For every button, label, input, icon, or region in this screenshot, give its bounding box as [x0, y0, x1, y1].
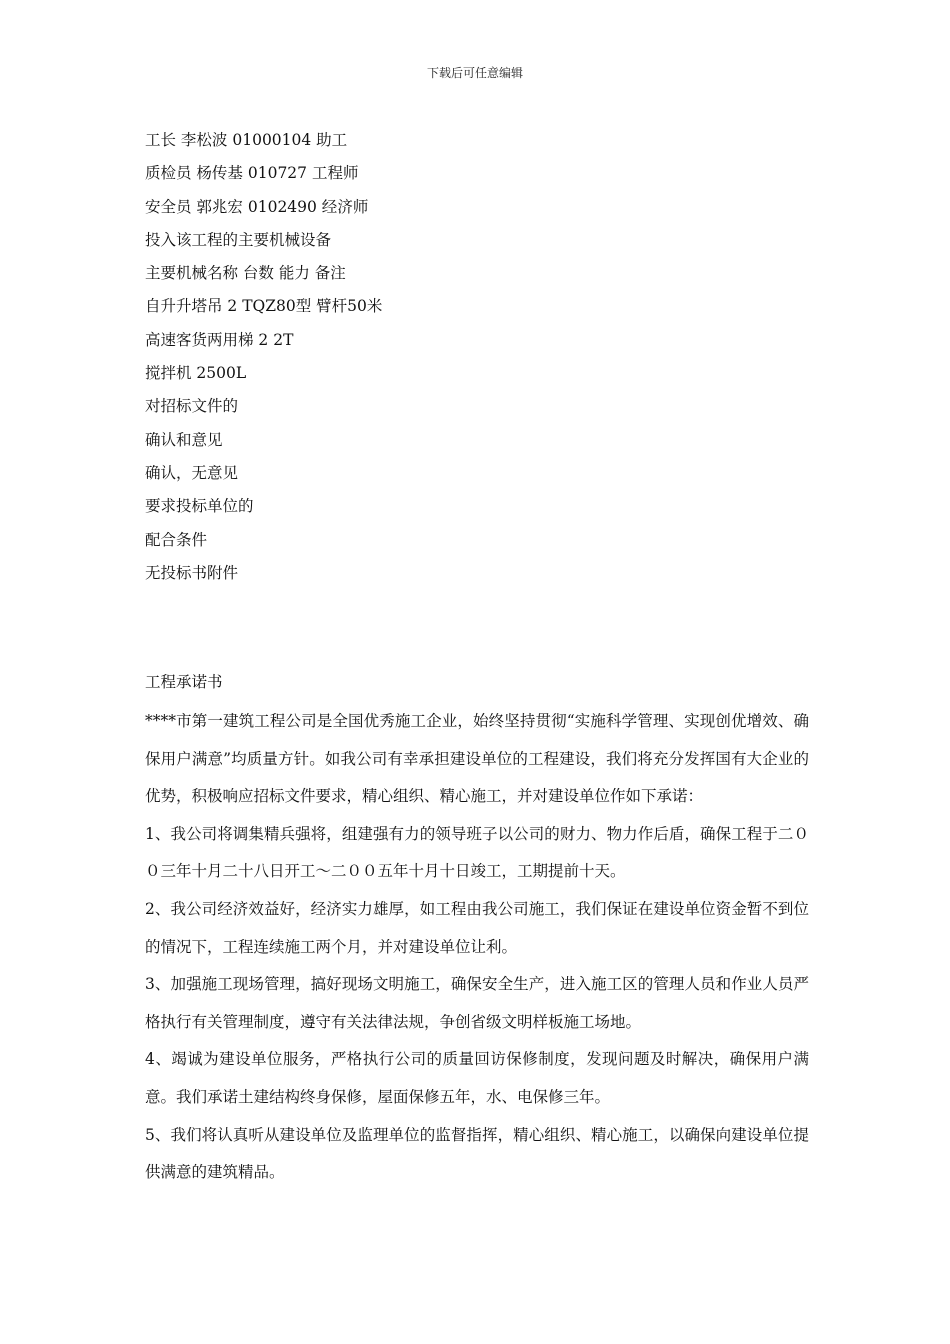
commitment-title: 工程承诺书: [145, 673, 223, 691]
info-line-safety-officer: 安全员 郭兆宏 0102490 经济师: [145, 197, 369, 216]
info-line-hoist: 高速客货两用梯 2 2T: [145, 330, 294, 349]
page-header-note: 下载后可任意编辑: [426, 66, 523, 80]
info-line-foreman: 工长 李松波 01000104 助工: [145, 131, 348, 149]
commitment-item-5: 5、我们将认真听从建设单位及监理单位的监督指挥，精心组织、精心施工，以确保向建设单位提供满意的建筑精品。: [145, 1125, 809, 1182]
info-line-mixer: 搅拌机 2500L: [145, 364, 247, 383]
info-line-tender-doc-label-1: 对招标文件的: [145, 397, 239, 416]
info-line-conditions-label-2: 配合条件: [145, 530, 208, 549]
commitment-item-1: 1、我公司将调集精兵强将，组建强有力的领导班子以公司的财力、物力作后盾，确保工程于二００三年十月二十八日开工～二００五年十月十日竣工，工期提前十天。: [145, 824, 809, 881]
commitment-item-2: 2、我公司经济效益好，经济实力雄厚，如工程由我公司施工，我们保证在建设单位资金暂不到位的情况下，工程连续施工两个月，并对建设单位让利。: [145, 899, 809, 956]
personnel-equipment-list: [145, 124, 825, 590]
commitment-item-3: 3、加强施工现场管理，搞好现场文明施工，确保安全生产，进入施工区的管理人员和作业人员严格执行有关管理制度，遵守有关法律法规，争创省级文明样板施工场地。: [145, 975, 809, 1031]
info-line-inspector: 质检员 杨传基 010727 工程师: [145, 164, 359, 183]
commitment-body: [145, 703, 809, 1192]
commitment-item-4: 4、竭诚为建设单位服务，严格执行公司的质量回访保修制度，发现问题及时解决，确保用户满意。我们承诺土建结构终身保修，屋面保修五年，水、电保修三年。: [145, 1050, 809, 1106]
info-line-attachment: 无投标书附件: [145, 563, 239, 582]
commitment-intro-paragraph: ****市第一建筑工程公司是全国优秀施工企业，始终坚持贯彻“实施科学管理、实现创优增效、确保用户满意”均质量方针。如我公司有幸承担建设单位的工程建设，我们将充分发挥国有大企业的优势，积极响应招标文件要求，精心组织、精心施工，并对建设单位作如下承诺：: [145, 712, 809, 806]
info-line-equipment-columns: 主要机械名称 台数 能力 备注: [145, 264, 346, 283]
info-line-tender-doc-value: 确认，无意见: [145, 463, 239, 482]
info-line-conditions-label-1: 要求投标单位的: [145, 497, 254, 516]
info-line-tower-crane: 自升升塔吊 2 TQZ80型 臂杆50米: [145, 297, 383, 316]
info-line-tender-doc-label-2: 确认和意见: [145, 430, 223, 449]
info-line-equipment-heading: 投入该工程的主要机械设备: [145, 230, 332, 249]
